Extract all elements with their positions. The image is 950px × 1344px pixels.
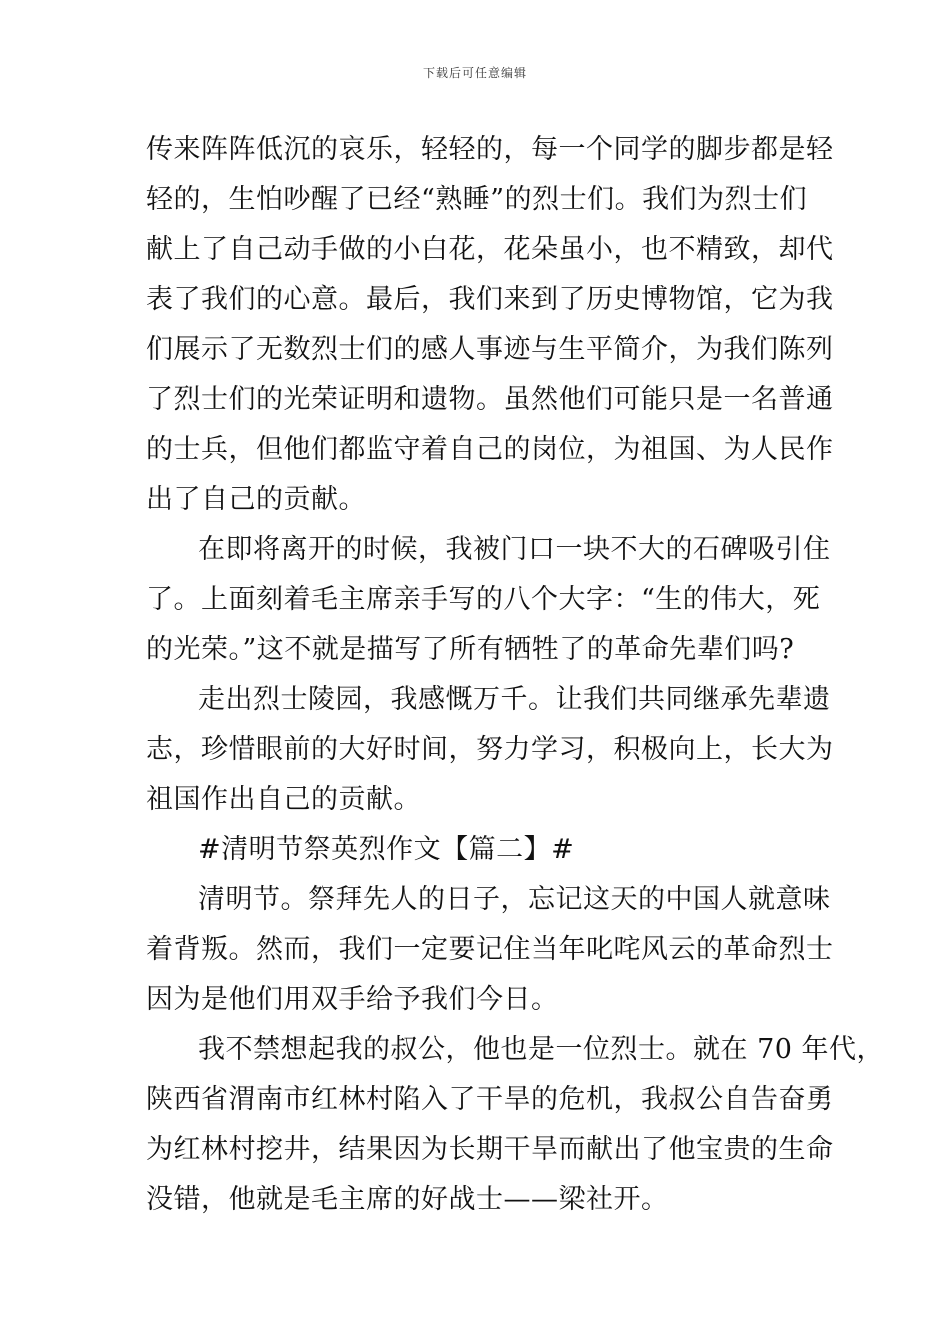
text-line: 我不禁想起我的叔公，他也是一位烈士。就在 70 年代， <box>198 1034 885 1065</box>
text-line: 轻的，生怕吵醒了已经“熟睡”的烈士们。我们为烈士们 <box>146 184 808 215</box>
text-line: 没错，他就是毛主席的好战士——梁社开。 <box>146 1184 669 1215</box>
text-line: 们展示了无数烈士们的感人事迹与生平简介，为我们陈列 <box>146 334 834 365</box>
text-line: 因为是他们用双手给予我们今日。 <box>146 984 559 1015</box>
text-line: 了烈士们的光荣证明和遗物。虽然他们可能只是一名普通 <box>146 384 834 415</box>
text-line: 为红林村挖井，结果因为长期干旱而献出了他宝贵的生命 <box>146 1134 834 1165</box>
text-line: 的光荣。”这不就是描写了所有牺牲了的革命先辈们吗? <box>146 634 795 665</box>
body-text <box>146 125 885 1225</box>
text-line: 祖国作出自己的贡献。 <box>146 784 421 815</box>
text-line: 表了我们的心意。最后，我们来到了历史博物馆，它为我 <box>146 284 834 315</box>
text-line: 的士兵，但他们都监守着自己的岗位，为祖国、为人民作 <box>146 434 834 465</box>
text-line: 走出烈士陵园，我感慨万千。让我们共同继承先辈遗 <box>198 684 831 715</box>
text-line: 出了自己的贡献。 <box>146 484 366 515</box>
text-line: 清明节。祭拜先人的日子，忘记这天的中国人就意味 <box>198 884 831 915</box>
section-heading: #清明节祭英烈作文【篇二】# <box>198 834 575 865</box>
text-line: 在即将离开的时候，我被门口一块不大的石碑吸引住 <box>198 534 831 565</box>
text-line: 志，珍惜眼前的大好时间，努力学习，积极向上，长大为 <box>146 734 834 765</box>
text-line: 献上了自己动手做的小白花，花朵虽小，也不精致，却代 <box>146 234 834 265</box>
text-line: 了。上面刻着毛主席亲手写的八个大字：“生的伟大，死 <box>146 584 821 615</box>
text-line: 传来阵阵低沉的哀乐，轻轻的，每一个同学的脚步都是轻 <box>146 134 834 165</box>
text-line: 陕西省渭南市红林村陷入了干旱的危机，我叔公自告奋勇 <box>146 1084 834 1115</box>
page-header: 下载后可任意编辑 <box>422 66 527 80</box>
text-line: 着背叛。然而，我们一定要记住当年叱咤风云的革命烈士 <box>146 934 834 965</box>
